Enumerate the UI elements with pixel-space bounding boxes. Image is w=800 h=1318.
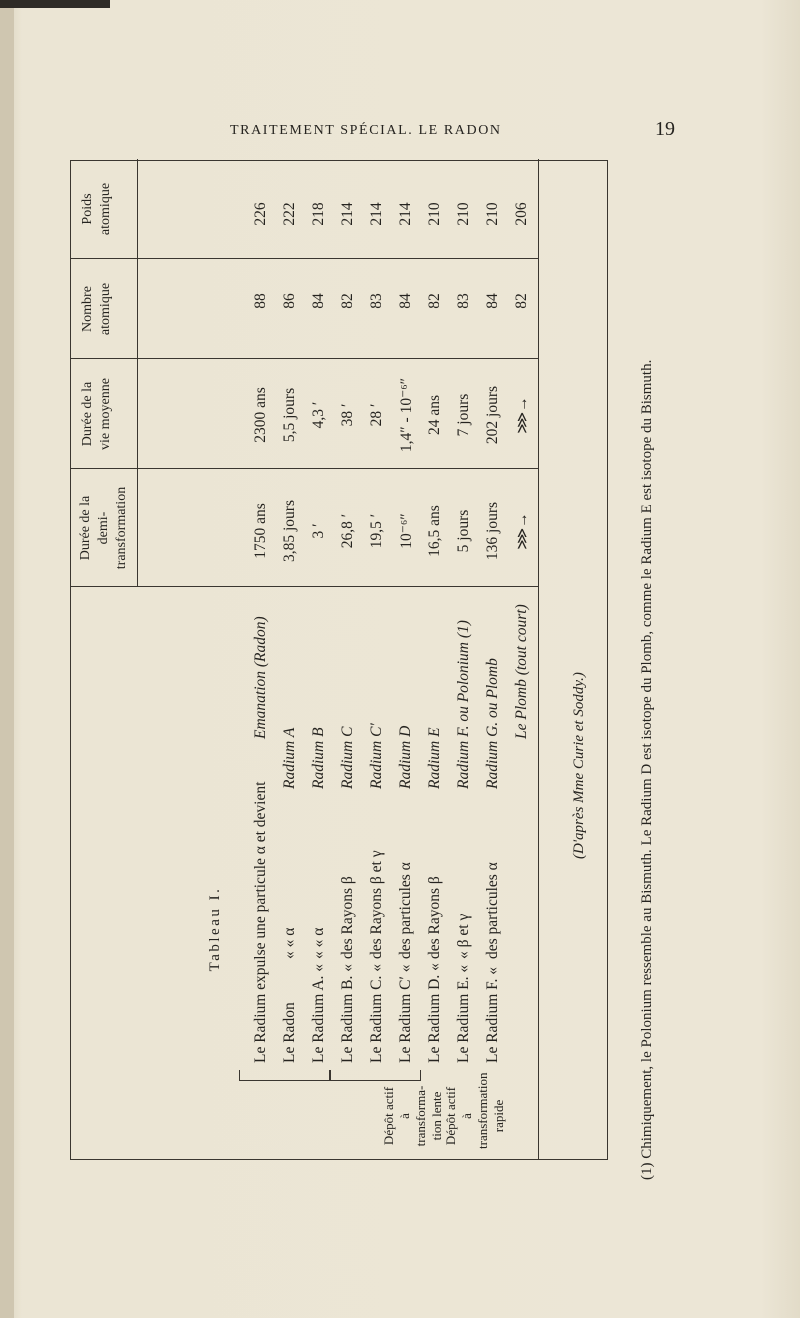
atomic-number-value: 86 [281,293,298,309]
half-life-value: 19,5 ′ [368,513,385,549]
parent-element: Le Radium E. « [455,964,472,1063]
daughter-element: Radium D [397,725,414,789]
daughter-element: Radium C [339,726,356,789]
half-life-value: 1750 ans [252,503,269,559]
table-row [450,159,478,1159]
parent-element: Le Radium F. « [484,966,501,1063]
half-life-value: 16,5 ans [426,505,443,557]
atomic-weight-value: 222 [281,202,298,226]
half-life-value: 3 ′ [310,523,327,539]
mean-life-value: ⋙→ [514,396,531,434]
brace-rapid [239,1070,331,1081]
group-label-rapid: Dépôt actif à transformation rapide [443,1072,506,1149]
atomic-weight-value: 214 [368,202,385,226]
half-life-value: 10⁻⁶″ [398,513,415,549]
daughter-element: Emanation (Radon) [252,616,269,739]
mean-life-value: 2300 ans [252,387,269,443]
atomic-weight-value: 226 [252,202,269,226]
mean-life-value: 202 jours [484,385,501,445]
daughter-element: Radium F. ou Polonium (1) [455,620,472,789]
rotated-table [70,160,655,1180]
atomic-number-value: 82 [426,293,443,309]
atomic-weight-value: 218 [310,202,327,226]
atomic-number-value: 84 [484,293,501,309]
emission: des Rayons β [339,876,356,959]
daughter-element: Radium A [281,727,298,789]
daughter-element: Radium E [426,727,443,789]
header-half-life: Durée de la demi- transformation [78,486,129,570]
atomic-number-value: 84 [397,293,414,309]
mean-life-value: 28 ′ [368,403,385,427]
header-atomic-weight: Poids atomique [80,182,113,236]
half-life-value arrow: ⋙→ [514,512,531,550]
atomic-number-value: 83 [368,293,385,309]
mean-life-value: 38 ′ [339,403,356,427]
table-block [70,160,655,1180]
header-mean-life: Durée de la vie moyenne [80,378,113,450]
half-life-value: 5 jours [455,509,472,553]
table-row [363,159,391,1159]
atomic-number-value: 83 [455,293,472,309]
page-number: 19 [655,118,675,140]
emission: des Rayons β et γ [368,850,385,959]
table-row [276,159,304,1159]
table-row [508,159,536,1159]
decay-table [70,160,608,1160]
daughter-element: Radium B [310,727,327,789]
table-row [392,159,420,1159]
emission: « β et γ [455,913,472,959]
parent-element: Le Radium A. « [310,963,327,1063]
page-top-mark [0,0,110,8]
emission: des Rayons β [426,876,443,959]
daughter-element: Radium C′ [368,723,385,789]
group-label-slow: Dépôt actif à transforma- tion lente [381,1085,444,1147]
atomic-number-value: 82 [339,293,356,309]
mean-life-value: 7 jours [455,393,472,437]
atomic-weight-value: 210 [455,202,472,226]
atomic-weight-value: 214 [397,202,414,226]
emission: des particules α [397,862,414,959]
header-rule [137,159,138,587]
header-atomic-number: Nombre atomique [80,282,113,336]
parent-element: Le Radon [281,1002,298,1063]
mean-life-value: 4,3 ′ [310,401,327,429]
table-bottom-rule [538,159,539,1159]
running-head: TRAITEMENT SPÉCIAL. LE RADON [230,123,502,138]
table-row [421,159,449,1159]
emission: des particules α [484,862,501,959]
table-title: Tableau I. [207,886,223,972]
emission: « « α [310,927,327,959]
half-life-value: 26,8 ′ [339,513,356,549]
mean-life-value: 5,5 jours [281,387,298,443]
half-life-value: 3,85 jours [281,500,298,562]
parent-element: Le Radium C′ « [397,964,414,1063]
atomic-number-value: 82 [513,293,530,309]
mean-life-value: 1,4″ - 10⁻⁶″ [398,377,415,453]
atomic-weight-value: 210 [484,202,501,226]
daughter-element: Radium G. ou Plomb [484,658,501,789]
half-life-value: 136 jours [484,501,501,561]
atomic-weight-value: 214 [339,202,356,226]
parent-element: Le Radium expulse une particule α et devient [252,781,269,1063]
page-binding-edge [0,0,14,1318]
table-row [247,159,275,1159]
brace-slow [329,1070,421,1081]
daughter-element: Le Plomb (tout court) [513,604,530,739]
parent-element: Le Radium D. « [426,963,443,1063]
footnote: (1) Chimiquement, le Polonium ressemble au Bismuth. Le Radium D est isotope du Plomb, comme le Radium E est isotope du Bismuth. [639,359,655,1180]
table-row [305,159,333,1159]
parent-element: Le Radium B. « [339,963,356,1063]
atomic-weight-value: 206 [513,202,530,226]
atomic-weight-value: 210 [426,202,443,226]
mean-life-value: 24 ans [426,394,443,436]
table-source: (D'après Mme Curie et Soddy.) [571,672,587,859]
emission: « « α [281,927,298,959]
atomic-number-value: 84 [310,293,327,309]
table-row [479,159,507,1159]
parent-element: Le Radium C. « [368,963,385,1063]
table-row [334,159,362,1159]
atomic-number-value: 88 [252,293,269,309]
